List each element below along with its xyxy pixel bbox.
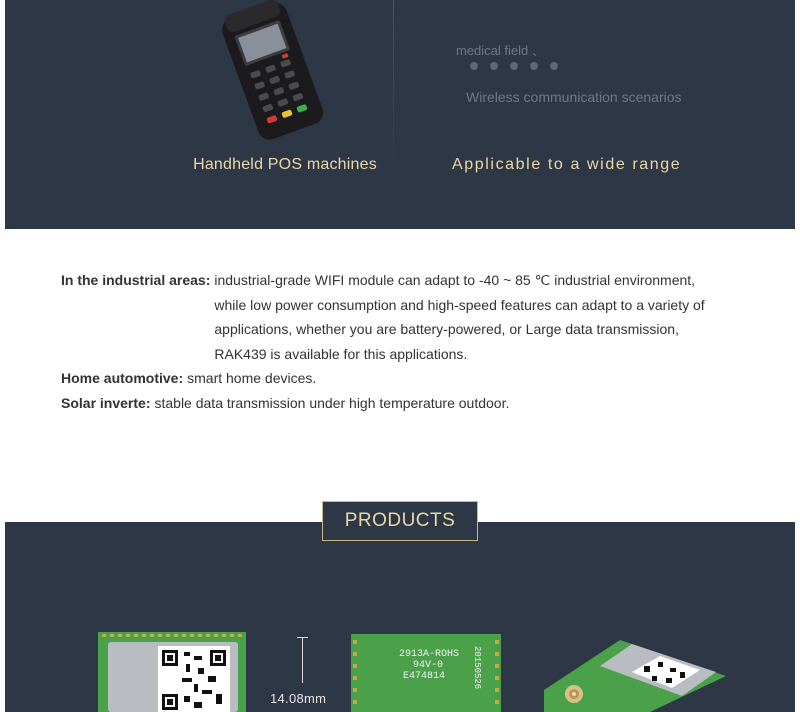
module-marking-3: E474814 — [403, 671, 446, 682]
application-banner — [5, 0, 795, 229]
home-row — [61, 366, 751, 391]
dimension-line — [302, 637, 303, 683]
module-front-image — [98, 632, 246, 712]
medical-field-text: medical field 、 — [456, 43, 545, 58]
dimension-label: 14.08mm — [270, 691, 327, 706]
banner-divider — [393, 0, 394, 180]
products-title: PRODUCTS — [344, 510, 456, 531]
module-marking-2: 94V-0 — [413, 660, 444, 671]
wireless-scenarios-text: Wireless communication scenarios — [466, 89, 682, 105]
solar-label: Solar inverte: — [61, 394, 151, 411]
solar-text: stable data transmission under high temperature outdoor. — [154, 394, 510, 411]
home-label: Home automotive: — [61, 370, 184, 386]
module-marking-1: 2913A-ROHS — [399, 649, 460, 660]
module-back-image — [351, 634, 501, 712]
home-text: smart home devices. — [187, 370, 317, 386]
carousel-dot — [530, 62, 538, 70]
module-angled-image — [540, 636, 730, 712]
solar-row — [61, 391, 751, 416]
industrial-label: In the industrial areas: — [61, 272, 211, 288]
application-description — [61, 268, 751, 415]
products-heading-box — [322, 501, 478, 541]
carousel-dot — [470, 62, 478, 70]
module-marking-vertical: 20150526 — [472, 646, 482, 690]
industrial-text: industrial-grade WIFI module can adapt to -40 ~ 85 ℃ industrial environment, while low power consumption and high-speed features can adapt to a variety of applications, whether you are battery-powered, or Large data transmission, RAK439 is available for this applications. — [214, 272, 705, 362]
pos-machine-image — [200, 0, 340, 140]
range-caption: Applicable to a wide range — [452, 156, 682, 173]
industrial-row — [61, 268, 751, 366]
carousel-dot — [550, 62, 558, 70]
carousel-dot — [510, 62, 518, 70]
carousel-dot — [490, 62, 498, 70]
carousel-dots — [470, 62, 558, 70]
pos-caption: Handheld POS machines — [193, 156, 377, 173]
